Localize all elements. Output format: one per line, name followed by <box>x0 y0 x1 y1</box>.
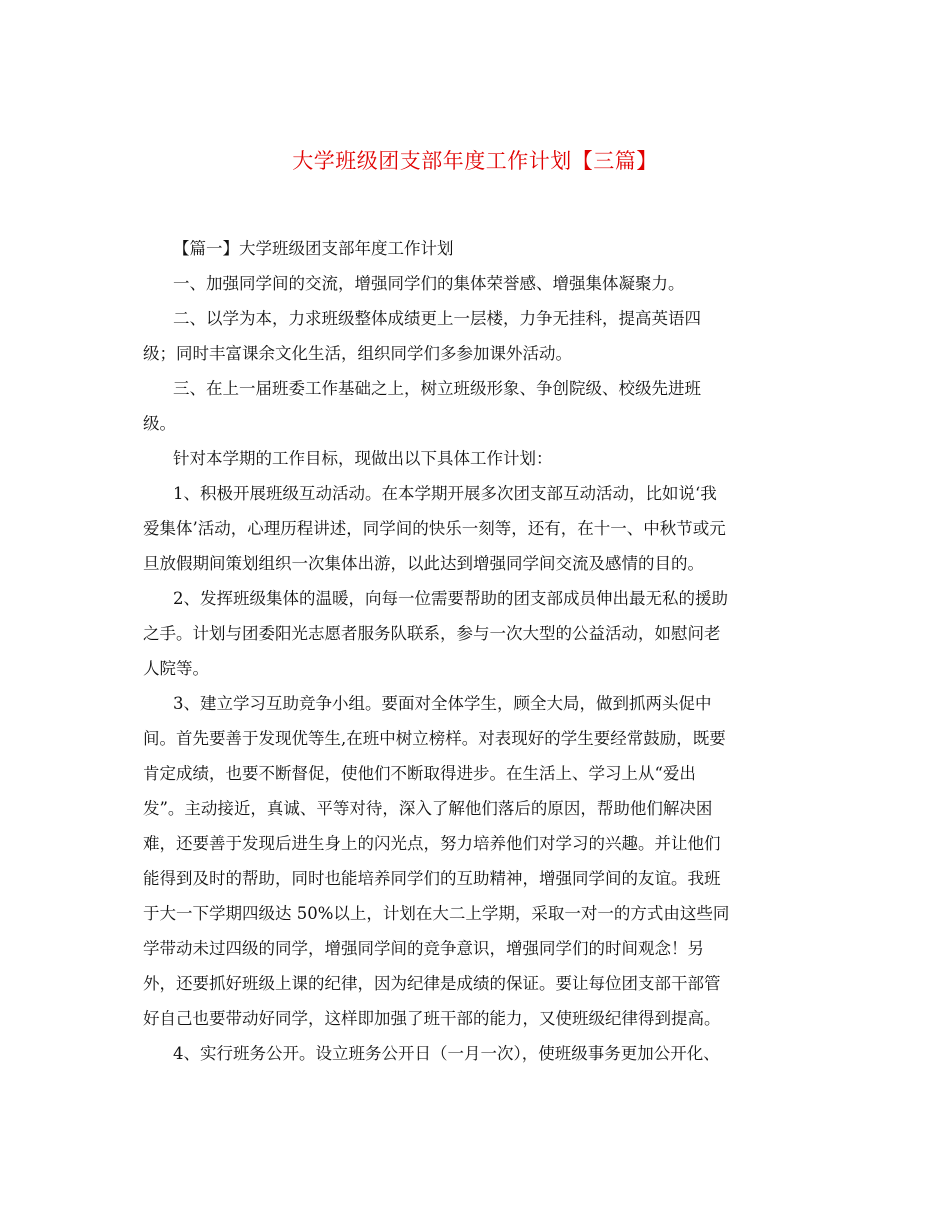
text-line: 二、以学为本，力求班级整体成绩更上一层楼，力争无挂科，提高英语四 <box>173 309 701 328</box>
document-body <box>143 231 810 1071</box>
text-line: 于大一下学期四级达 50%以上，计划在大二上学期，采取一对一的方式由这些同 <box>143 904 730 923</box>
text-line: 三、在上一届班委工作基础之上，树立班级形象、争创院级、校级先进班 <box>173 379 701 398</box>
text-line: 外，还要抓好班级上课的纪律，因为纪律是成绩的保证。要让每位团支部干部管 <box>143 974 721 993</box>
text-line: 1、积极开展班级互动活动。在本学期开展多次团支部互动活动，比如说‘我 <box>173 484 717 503</box>
text-line: 好自己也要带动好同学，这样即加强了班干部的能力，又使班级纪律得到提高。 <box>143 1009 721 1028</box>
text-line: 2、发挥班级集体的温暖，向每一位需要帮助的团支部成员伸出最无私的援助 <box>173 589 728 608</box>
text-line: 3、建立学习互助竞争小组。要面对全体学生，顾全大局，做到抓两头促中 <box>173 694 712 713</box>
text-line: 爱集体’活动，心理历程讲述，同学间的快乐一刻等，还有，在十一、中秋节或元 <box>143 519 726 538</box>
text-line: 人院等。 <box>143 659 209 678</box>
text-line: 之手。计划与团委阳光志愿者服务队联系，参与一次大型的公益活动，如慰问老 <box>143 624 721 643</box>
text-line: 针对本学期的工作目标，现做出以下具体工作计划： <box>173 449 553 468</box>
text-line: 一、加强同学间的交流，增强同学们的集体荣誉感、增强集体凝聚力。 <box>173 274 685 293</box>
document-title: 大学班级团支部年度工作计划【三篇】 <box>292 149 658 173</box>
text-line: 学带动未过四级的同学，增强同学间的竞争意识，增强同学们的时间观念！另 <box>143 939 704 958</box>
text-line: 发”。主动接近，真诚、平等对待，深入了解他们落后的原因，帮助他们解决困 <box>143 799 713 818</box>
text-line: 旦放假期间策划组织一次集体出游，以此达到增强同学间交流及感情的目的。 <box>143 554 704 573</box>
text-line: 能得到及时的帮助，同时也能培养同学们的互助精神，增强同学间的友谊。我班 <box>143 869 721 888</box>
text-line: 级；同时丰富课余文化生活，组织同学们多参加课外活动。 <box>143 344 572 363</box>
text-line: 间。首先要善于发现优等生,在班中树立榜样。对表现好的学生要经常鼓励，既要 <box>143 729 726 748</box>
text-line: 肯定成绩，也要不断督促，使他们不断取得进步。在生活上、学习上从“爱出 <box>143 764 696 783</box>
text-line: 【篇一】大学班级团支部年度工作计划 <box>173 239 454 258</box>
text-line: 级。 <box>143 414 176 433</box>
text-line: 难，还要善于发现后进生身上的闪光点，努力培养他们对学习的兴趣。并让他们 <box>143 834 721 853</box>
text-line: 4、实行班务公开。设立班务公开日（一月一次），使班级事务更加公开化、 <box>173 1044 720 1063</box>
